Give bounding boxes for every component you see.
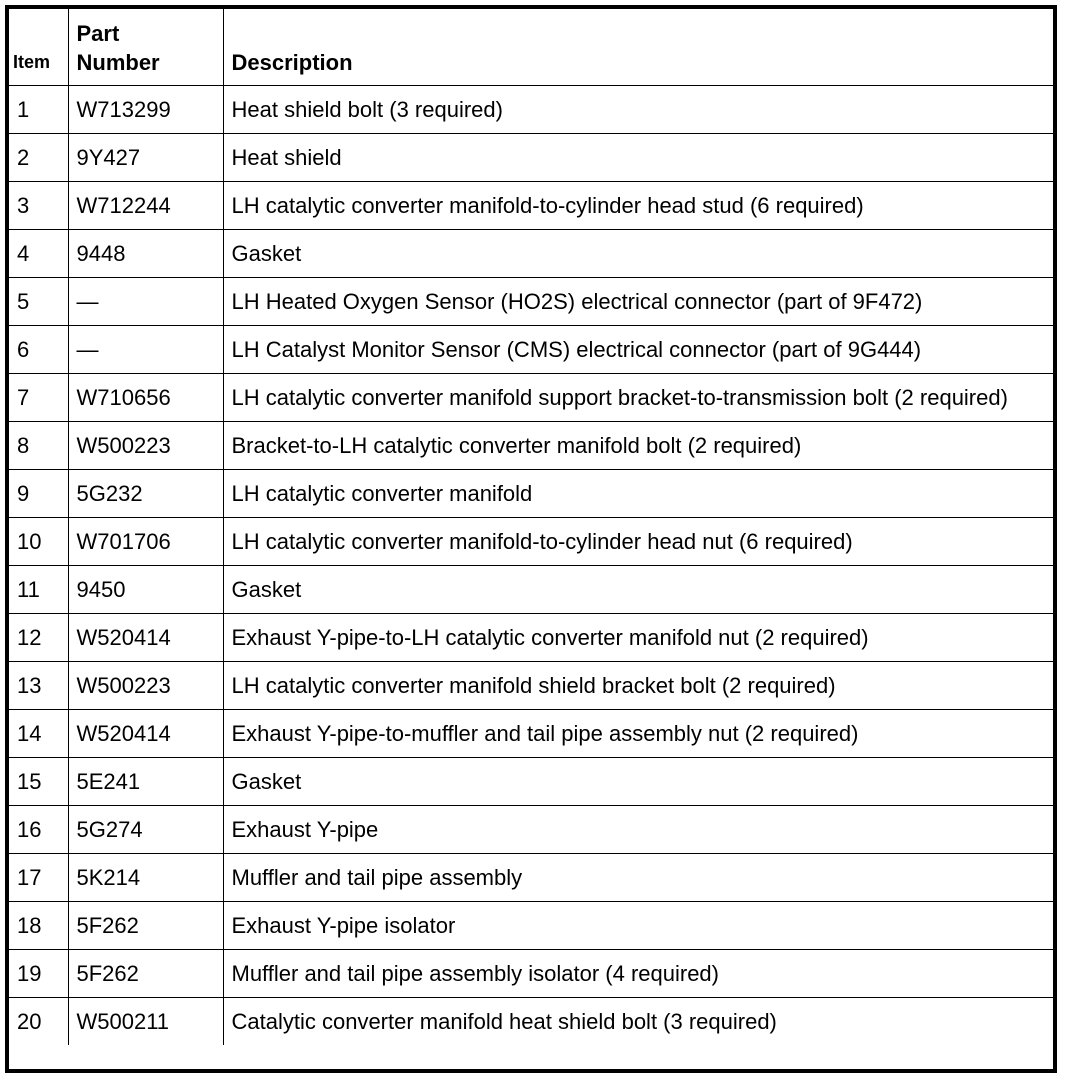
cell-description: LH catalytic converter manifold support bracket-to-transmission bolt (2 required) xyxy=(223,373,1053,421)
cell-part-number: 5F262 xyxy=(68,949,223,997)
table-row xyxy=(9,997,1053,1045)
table-row xyxy=(9,181,1053,229)
cell-description: LH Heated Oxygen Sensor (HO2S) electrical connector (part of 9F472) xyxy=(223,277,1053,325)
cell-part-number: W712244 xyxy=(68,181,223,229)
cell-description: Gasket xyxy=(223,229,1053,277)
cell-description: Exhaust Y-pipe xyxy=(223,805,1053,853)
cell-item: 10 xyxy=(9,517,68,565)
cell-description: Bracket-to-LH catalytic converter manifold bolt (2 required) xyxy=(223,421,1053,469)
cell-part-number: W500223 xyxy=(68,661,223,709)
header-description: Description xyxy=(223,9,1053,85)
cell-item: 18 xyxy=(9,901,68,949)
cell-part-number: — xyxy=(68,277,223,325)
cell-part-number: 5G232 xyxy=(68,469,223,517)
cell-description: Exhaust Y-pipe-to-LH catalytic converter manifold nut (2 required) xyxy=(223,613,1053,661)
cell-part-number: W713299 xyxy=(68,85,223,133)
cell-item: 3 xyxy=(9,181,68,229)
cell-item: 17 xyxy=(9,853,68,901)
cell-description: Heat shield xyxy=(223,133,1053,181)
cell-description: Exhaust Y-pipe isolator xyxy=(223,901,1053,949)
cell-part-number: 9450 xyxy=(68,565,223,613)
cell-item: 14 xyxy=(9,709,68,757)
cell-part-number: 5G274 xyxy=(68,805,223,853)
cell-item: 5 xyxy=(9,277,68,325)
table-row xyxy=(9,373,1053,421)
cell-item: 12 xyxy=(9,613,68,661)
table-row xyxy=(9,469,1053,517)
cell-item: 6 xyxy=(9,325,68,373)
header-part-number-line2: Number xyxy=(76,49,160,75)
cell-description: LH catalytic converter manifold xyxy=(223,469,1053,517)
cell-description: LH catalytic converter manifold-to-cylinder head nut (6 required) xyxy=(223,517,1053,565)
cell-description: Catalytic converter manifold heat shield bolt (3 required) xyxy=(223,997,1053,1045)
cell-item: 15 xyxy=(9,757,68,805)
table-row xyxy=(9,853,1053,901)
cell-item: 11 xyxy=(9,565,68,613)
cell-item: 8 xyxy=(9,421,68,469)
cell-description: LH catalytic converter manifold-to-cylinder head stud (6 required) xyxy=(223,181,1053,229)
cell-item: 2 xyxy=(9,133,68,181)
cell-part-number: W520414 xyxy=(68,709,223,757)
header-part-number xyxy=(68,9,223,85)
cell-part-number: W520414 xyxy=(68,613,223,661)
table-row xyxy=(9,517,1053,565)
cell-part-number: 9Y427 xyxy=(68,133,223,181)
header-row xyxy=(9,9,1053,85)
table-row xyxy=(9,421,1053,469)
cell-part-number: 5K214 xyxy=(68,853,223,901)
cell-description: LH Catalyst Monitor Sensor (CMS) electrical connector (part of 9G444) xyxy=(223,325,1053,373)
cell-part-number: 5F262 xyxy=(68,901,223,949)
cell-part-number: W500223 xyxy=(68,421,223,469)
cell-description: Exhaust Y-pipe-to-muffler and tail pipe assembly nut (2 required) xyxy=(223,709,1053,757)
header-item: Item xyxy=(9,9,68,85)
header-part-number-line1: Part xyxy=(76,20,120,46)
table-row xyxy=(9,133,1053,181)
cell-item: 7 xyxy=(9,373,68,421)
table-row xyxy=(9,709,1053,757)
cell-description: Gasket xyxy=(223,757,1053,805)
cell-item: 1 xyxy=(9,85,68,133)
cell-description: Muffler and tail pipe assembly xyxy=(223,853,1053,901)
table-row xyxy=(9,229,1053,277)
cell-part-number: 9448 xyxy=(68,229,223,277)
cell-description: LH catalytic converter manifold shield bracket bolt (2 required) xyxy=(223,661,1053,709)
cell-item: 13 xyxy=(9,661,68,709)
table-row xyxy=(9,949,1053,997)
cell-item: 19 xyxy=(9,949,68,997)
table-row xyxy=(9,613,1053,661)
table-row xyxy=(9,325,1053,373)
table-row xyxy=(9,85,1053,133)
cell-item: 4 xyxy=(9,229,68,277)
table-row xyxy=(9,901,1053,949)
cell-description: Gasket xyxy=(223,565,1053,613)
parts-table xyxy=(9,9,1053,1045)
cell-item: 16 xyxy=(9,805,68,853)
table-row xyxy=(9,661,1053,709)
cell-description: Muffler and tail pipe assembly isolator (4 required) xyxy=(223,949,1053,997)
cell-item: 9 xyxy=(9,469,68,517)
cell-part-number: — xyxy=(68,325,223,373)
cell-part-number: W710656 xyxy=(68,373,223,421)
cell-item: 20 xyxy=(9,997,68,1045)
table-row xyxy=(9,805,1053,853)
cell-part-number: W500211 xyxy=(68,997,223,1045)
table-row xyxy=(9,277,1053,325)
cell-part-number: 5E241 xyxy=(68,757,223,805)
cell-part-number: W701706 xyxy=(68,517,223,565)
cell-description: Heat shield bolt (3 required) xyxy=(223,85,1053,133)
table-row xyxy=(9,565,1053,613)
table-row xyxy=(9,757,1053,805)
